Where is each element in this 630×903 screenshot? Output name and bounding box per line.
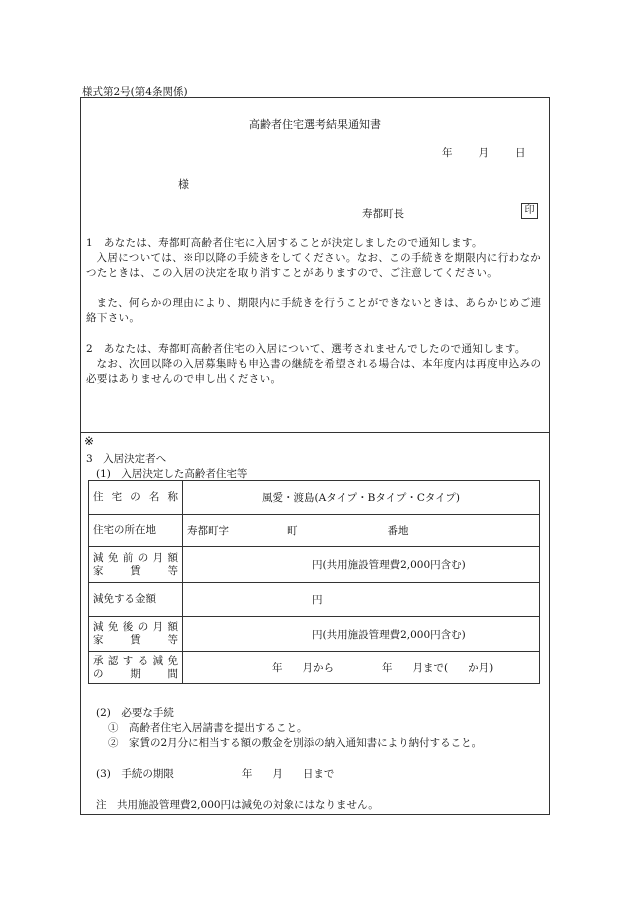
section-divider xyxy=(80,432,550,433)
value-reduction-amount: 円 xyxy=(183,583,540,617)
procedure-item-1: ① 高齢者住宅入居請書を提出すること。 xyxy=(108,722,308,734)
section3-deadline: (3) 手続の期限 年 月 日まで xyxy=(96,768,335,780)
date-month: 月 xyxy=(478,147,489,159)
label-rent-after: 減免後の月額 家賃等 xyxy=(89,617,183,652)
label-reduction-amount: 減免する金額 xyxy=(89,583,183,617)
table-row xyxy=(89,547,540,583)
date-year: 年 xyxy=(442,147,453,159)
address-town: 寿都町字 xyxy=(187,525,229,537)
table-row xyxy=(89,652,540,684)
section1-para3: また、何らかの理由により、期限内に手続きを行うことができないときは、あらかじめご連絡下さい。 xyxy=(86,297,542,324)
address-cho: 町 xyxy=(287,525,298,537)
label-housing-name: 住宅の名称 xyxy=(89,481,183,515)
document-title: 高齢者住宅選考結果通知書 xyxy=(249,118,381,131)
label-rent-before: 減免前の月額 家賃等 xyxy=(89,547,183,583)
value-rent-after: 円(共用施設管理費2,000円含む) xyxy=(183,617,540,652)
recipient-honorific: 様 xyxy=(178,178,189,191)
value-housing-name: 風愛・渡島(Aタイプ・Bタイプ・Cタイプ) xyxy=(183,481,540,515)
form-number: 様式第2号(第4条関係) xyxy=(82,86,188,98)
label-address: 住宅の所在地 xyxy=(89,515,183,547)
date-day: 日 xyxy=(515,147,526,159)
table-row xyxy=(89,481,540,515)
section2-para2: なお、次回以降の入居募集時も申込書の継続を希望される場合は、本年度内は再度申込みの必要はありませんので申し出ください。 xyxy=(86,358,542,385)
value-reduction-period: 年 月から 年 月まで( か月) xyxy=(183,652,540,684)
issuer-name: 寿都町長 xyxy=(362,208,404,220)
section3-sub1: (1) 入居決定した高齢者住宅等 xyxy=(96,468,248,480)
address-banchi: 番地 xyxy=(387,525,409,537)
note-mark: ※ xyxy=(84,434,95,448)
section3-sub2: (2) 必要な手続 xyxy=(96,707,174,719)
date-line xyxy=(442,145,526,160)
section3-heading: 3 入居決定者へ xyxy=(86,453,167,465)
section1-line1: 1 あなたは、寿都町高齢者住宅に入居することが決定しましたので通知します。 xyxy=(86,237,483,249)
table-row xyxy=(89,515,540,547)
housing-info-table xyxy=(88,480,540,684)
seal-mark: 印 xyxy=(521,203,538,219)
footnote: 注 共用施設管理費2,000円は減免の対象にはなりません。 xyxy=(96,799,379,811)
section1-para2: 入居については、※印以降の手続きをしてください。なお、この手続きを期限内に行わなかつたときは、この入居の決定を取り消すことがありますので、ご注意してください。 xyxy=(86,252,542,279)
section2-line1: 2 あなたは、寿都町高齢者住宅の入居について、選考されませんでしたので通知します。 xyxy=(86,343,526,355)
value-address xyxy=(183,515,540,547)
table-row xyxy=(89,617,540,652)
procedure-item-2: ② 家賃の2月分に相当する額の敷金を別添の納入通知書により納付すること。 xyxy=(108,737,483,749)
table-row xyxy=(89,583,540,617)
label-reduction-period: 承認する減免 の期間 xyxy=(89,652,183,684)
value-rent-before: 円(共用施設管理費2,000円含む) xyxy=(183,547,540,583)
